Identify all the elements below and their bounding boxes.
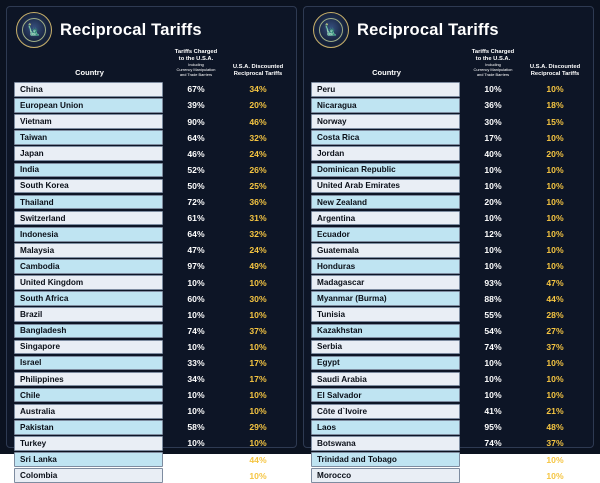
country-cell: Botswana (311, 436, 460, 451)
column-header-charged-right (462, 49, 524, 80)
tariff-charged-cell: 12% (484, 454, 502, 465)
tariff-discounted-cell: 10% (546, 454, 564, 465)
tariff-discounted-cell: 10% (546, 213, 564, 224)
tariff-discounted-cell: 30% (249, 293, 267, 304)
tariff-discounted-cell: 10% (546, 374, 564, 385)
charged-line2-right: to the U.S.A. (475, 56, 511, 63)
tariff-charged-cell: 58% (187, 422, 205, 433)
table-row (14, 324, 289, 339)
tariff-discounted-cell: 27% (546, 325, 564, 336)
table-row (311, 259, 586, 274)
table-row (14, 468, 289, 483)
tariff-charged-cell: 39% (187, 100, 205, 111)
country-cell: Singapore (14, 340, 163, 355)
table-row (14, 163, 289, 178)
tariff-charged-cell: 97% (187, 261, 205, 272)
table-row (14, 130, 289, 145)
table-row (14, 372, 289, 387)
tariff-charged-cell: 10% (187, 470, 205, 481)
tariff-charged-cell: 10% (484, 84, 502, 95)
tariff-charged-cell: 60% (187, 293, 205, 304)
table-row (311, 291, 586, 306)
country-cell: Colombia (14, 468, 163, 483)
tariff-charged-cell: 47% (187, 245, 205, 256)
tariff-discounted-cell: 26% (249, 164, 267, 175)
panel-header-left (14, 12, 289, 48)
tariff-charged-cell: 10% (484, 374, 502, 385)
presidential-seal-icon (16, 12, 52, 48)
eagle-glyph: 🗽 (27, 24, 41, 37)
tariff-discounted-cell: 10% (546, 180, 564, 191)
discounted-line1-left: U.S.A. Discounted (232, 63, 284, 70)
country-cell: United Kingdom (14, 275, 163, 290)
charged-note3-left: and Trade Barriers (179, 72, 213, 78)
table-row (311, 324, 586, 339)
table-row (14, 404, 289, 419)
tariff-charged-cell: 10% (484, 470, 502, 481)
tariff-charged-cell: 90% (187, 116, 205, 127)
table-row (14, 114, 289, 129)
tariff-discounted-cell: 32% (249, 229, 267, 240)
tariff-charged-cell: 10% (187, 406, 205, 417)
country-cell: Nicaragua (311, 98, 460, 113)
table-row (311, 98, 586, 113)
tariff-charged-cell: 46% (187, 148, 205, 159)
table-row (311, 307, 586, 322)
country-cell: Norway (311, 114, 460, 129)
tariff-discounted-cell: 10% (546, 84, 564, 95)
table-row (311, 420, 586, 435)
table-row (14, 436, 289, 451)
tariff-panel-right (303, 6, 594, 481)
country-cell: Morocco (311, 468, 460, 483)
tariff-charged-cell: 10% (187, 438, 205, 449)
tariff-discounted-cell: 15% (546, 116, 564, 127)
tariff-charged-cell: 10% (484, 390, 502, 401)
tariff-charged-cell: 10% (484, 261, 502, 272)
tariff-discounted-cell: 20% (546, 148, 564, 159)
tariff-discounted-cell: 10% (249, 341, 267, 352)
column-header-discounted-left (227, 64, 289, 80)
country-cell: Cambodia (14, 259, 163, 274)
country-cell: Serbia (311, 340, 460, 355)
tariff-discounted-cell: 10% (249, 438, 267, 449)
column-header-country-left: Country (75, 68, 104, 78)
tariff-rows-left (14, 82, 289, 483)
country-cell: Honduras (311, 259, 460, 274)
tariff-charged-cell: 36% (484, 100, 502, 111)
table-row (311, 211, 586, 226)
country-cell: Bangladesh (14, 324, 163, 339)
tariff-discounted-cell: 29% (249, 422, 267, 433)
tariff-discounted-cell: 10% (546, 470, 564, 481)
table-row (311, 404, 586, 419)
table-row (14, 259, 289, 274)
tariff-discounted-cell: 24% (249, 245, 267, 256)
charged-note2-right: Currency Manipulation (473, 67, 513, 73)
country-cell: India (14, 163, 163, 178)
country-cell: Chile (14, 388, 163, 403)
column-header-discounted-right (524, 64, 586, 80)
table-row (311, 146, 586, 161)
table-row (311, 468, 586, 483)
tariff-discounted-cell: 46% (249, 116, 267, 127)
tariff-charged-cell: 93% (484, 277, 502, 288)
tariff-charged-cell: 10% (484, 245, 502, 256)
tariff-discounted-cell: 36% (249, 197, 267, 208)
tariff-charged-cell: 10% (484, 164, 502, 175)
tariff-charged-cell: 88% (484, 293, 502, 304)
country-cell: Egypt (311, 356, 460, 371)
tariff-discounted-cell: 18% (546, 100, 564, 111)
tariff-charged-cell: 67% (187, 84, 205, 95)
tariff-discounted-cell: 10% (546, 164, 564, 175)
country-cell: United Arab Emirates (311, 179, 460, 194)
country-cell: Malaysia (14, 243, 163, 258)
country-cell: Israel (14, 356, 163, 371)
tariff-charged-cell: 54% (484, 325, 502, 336)
table-row (14, 388, 289, 403)
tariff-rows-right (311, 82, 586, 483)
column-headers-right (311, 49, 586, 80)
table-row (311, 163, 586, 178)
country-cell: Philippines (14, 372, 163, 387)
page-title-left: Reciprocal Tariffs (60, 20, 202, 39)
country-cell: Dominican Republic (311, 163, 460, 178)
tariff-discounted-cell: 10% (546, 197, 564, 208)
tariff-charged-cell: 50% (187, 180, 205, 191)
country-cell: Taiwan (14, 130, 163, 145)
presidential-seal-icon (313, 12, 349, 48)
tariff-charged-cell: 34% (187, 374, 205, 385)
table-row (14, 356, 289, 371)
table-row (311, 452, 586, 467)
tariff-charged-cell: 10% (187, 390, 205, 401)
table-row (14, 243, 289, 258)
table-row (14, 179, 289, 194)
tariff-charged-cell: 10% (484, 213, 502, 224)
tariff-discounted-cell: 28% (546, 309, 564, 320)
country-cell: El Salvador (311, 388, 460, 403)
tariff-discounted-cell: 17% (249, 357, 267, 368)
column-header-country-right: Country (372, 68, 401, 78)
country-cell: Thailand (14, 195, 163, 210)
table-row (311, 227, 586, 242)
tariff-discounted-cell: 31% (249, 213, 267, 224)
country-cell: Madagascar (311, 275, 460, 290)
table-row (311, 82, 586, 97)
country-cell: Tunisia (311, 307, 460, 322)
tariff-charged-cell: 10% (187, 341, 205, 352)
tariff-discounted-cell: 10% (546, 229, 564, 240)
country-cell: Myanmar (Burma) (311, 291, 460, 306)
country-cell: South Korea (14, 179, 163, 194)
tariff-charged-cell: 30% (484, 116, 502, 127)
column-header-charged-left (165, 49, 227, 80)
country-cell: Pakistan (14, 420, 163, 435)
table-row (14, 146, 289, 161)
tariff-charged-cell: 72% (187, 197, 205, 208)
tariff-discounted-cell: 20% (249, 100, 267, 111)
charged-note-right: Including (485, 62, 501, 68)
table-row (311, 275, 586, 290)
table-row (311, 388, 586, 403)
country-cell: Kazakhstan (311, 324, 460, 339)
tariff-charged-cell: 10% (484, 180, 502, 191)
discounted-line2-left: Reciprocal Tariffs (233, 70, 283, 77)
tariff-charged-cell: 40% (484, 148, 502, 159)
column-headers-left (14, 49, 289, 80)
eagle-glyph: 🗽 (324, 24, 338, 37)
tariff-charged-cell: 41% (484, 406, 502, 417)
country-cell: Costa Rica (311, 130, 460, 145)
table-row (311, 243, 586, 258)
country-cell: Argentina (311, 211, 460, 226)
tariff-charged-cell: 64% (187, 132, 205, 143)
tariff-charged-cell: 10% (187, 277, 205, 288)
country-cell: Brazil (14, 307, 163, 322)
table-row (311, 340, 586, 355)
tariff-discounted-cell: 10% (546, 390, 564, 401)
country-cell: Trinidad and Tobago (311, 452, 460, 467)
page-title-right: Reciprocal Tariffs (357, 20, 499, 39)
tariff-charged-cell: 74% (484, 438, 502, 449)
country-cell: Côte d`Ivoire (311, 404, 460, 419)
charged-note2-left: Currency Manipulation (176, 67, 216, 73)
tariff-discounted-cell: 10% (249, 390, 267, 401)
table-row (14, 307, 289, 322)
country-cell: European Union (14, 98, 163, 113)
country-cell: Laos (311, 420, 460, 435)
table-row (14, 227, 289, 242)
tariff-discounted-cell: 37% (546, 341, 564, 352)
tariff-discounted-cell: 37% (546, 438, 564, 449)
tariff-discounted-cell: 32% (249, 132, 267, 143)
table-row (311, 436, 586, 451)
tariff-discounted-cell: 10% (249, 470, 267, 481)
tariff-discounted-cell: 49% (249, 261, 267, 272)
country-cell: Turkey (14, 436, 163, 451)
tariff-charged-cell: 33% (187, 357, 205, 368)
discounted-line1-right: U.S.A. Discounted (529, 63, 581, 70)
tariff-discounted-cell: 37% (249, 325, 267, 336)
tariff-charged-cell: 10% (484, 357, 502, 368)
tariff-discounted-cell: 47% (546, 277, 564, 288)
tariff-charged-cell: 10% (187, 309, 205, 320)
country-cell: Australia (14, 404, 163, 419)
tariff-discounted-cell: 48% (546, 422, 564, 433)
tariff-discounted-cell: 17% (249, 374, 267, 385)
tariff-discounted-cell: 10% (546, 245, 564, 256)
tariff-charged-cell: 17% (484, 132, 502, 143)
tariff-charged-cell: 12% (484, 229, 502, 240)
tariff-discounted-cell: 34% (249, 84, 267, 95)
tariff-discounted-cell: 10% (546, 357, 564, 368)
tariff-charged-cell: 88% (187, 454, 205, 465)
tariff-charged-cell: 61% (187, 213, 205, 224)
country-cell: Japan (14, 146, 163, 161)
tariff-charged-cell: 74% (187, 325, 205, 336)
country-cell: South Africa (14, 291, 163, 306)
tariff-discounted-cell: 24% (249, 148, 267, 159)
tariff-discounted-cell: 10% (546, 132, 564, 143)
table-row (14, 275, 289, 290)
tariff-discounted-cell: 44% (249, 454, 267, 465)
country-cell: Sri Lanka (14, 452, 163, 467)
table-row (311, 179, 586, 194)
country-cell: Jordan (311, 146, 460, 161)
charged-line2-left: to the U.S.A. (178, 56, 214, 63)
table-row (14, 82, 289, 97)
table-row (14, 98, 289, 113)
table-row (14, 420, 289, 435)
country-cell: Indonesia (14, 227, 163, 242)
table-row (14, 195, 289, 210)
tariff-discounted-cell: 10% (546, 261, 564, 272)
charged-note3-right: and Trade Barriers (476, 72, 510, 78)
table-row (14, 211, 289, 226)
tariff-discounted-cell: 21% (546, 406, 564, 417)
country-cell: New Zealand (311, 195, 460, 210)
country-cell: Vietnam (14, 114, 163, 129)
charged-line1-left: Tariffs Charged (174, 49, 218, 55)
tariff-charged-cell: 95% (484, 422, 502, 433)
table-row (311, 356, 586, 371)
country-cell: Ecuador (311, 227, 460, 242)
table-row (311, 114, 586, 129)
table-row (14, 452, 289, 467)
tariff-charged-cell: 20% (484, 197, 502, 208)
country-cell: Switzerland (14, 211, 163, 226)
tariff-panel-left (6, 6, 297, 481)
country-cell: Saudi Arabia (311, 372, 460, 387)
tariff-charged-cell: 74% (484, 341, 502, 352)
tariff-charged-cell: 64% (187, 229, 205, 240)
table-row (311, 372, 586, 387)
tariff-discounted-cell: 25% (249, 180, 267, 191)
tariff-charged-cell: 52% (187, 164, 205, 175)
table-row (14, 291, 289, 306)
panel-header-right (311, 12, 586, 48)
table-row (311, 195, 586, 210)
charged-line1-right: Tariffs Charged (471, 49, 515, 55)
tariff-discounted-cell: 10% (249, 277, 267, 288)
tariff-discounted-cell: 10% (249, 309, 267, 320)
charged-note-left: Including (188, 62, 204, 68)
tariff-charged-cell: 55% (484, 309, 502, 320)
country-cell: Guatemala (311, 243, 460, 258)
country-cell: Peru (311, 82, 460, 97)
tariff-discounted-cell: 10% (249, 406, 267, 417)
table-row (311, 130, 586, 145)
country-cell: China (14, 82, 163, 97)
table-row (14, 340, 289, 355)
discounted-line2-right: Reciprocal Tariffs (530, 70, 580, 77)
tariff-discounted-cell: 44% (546, 293, 564, 304)
